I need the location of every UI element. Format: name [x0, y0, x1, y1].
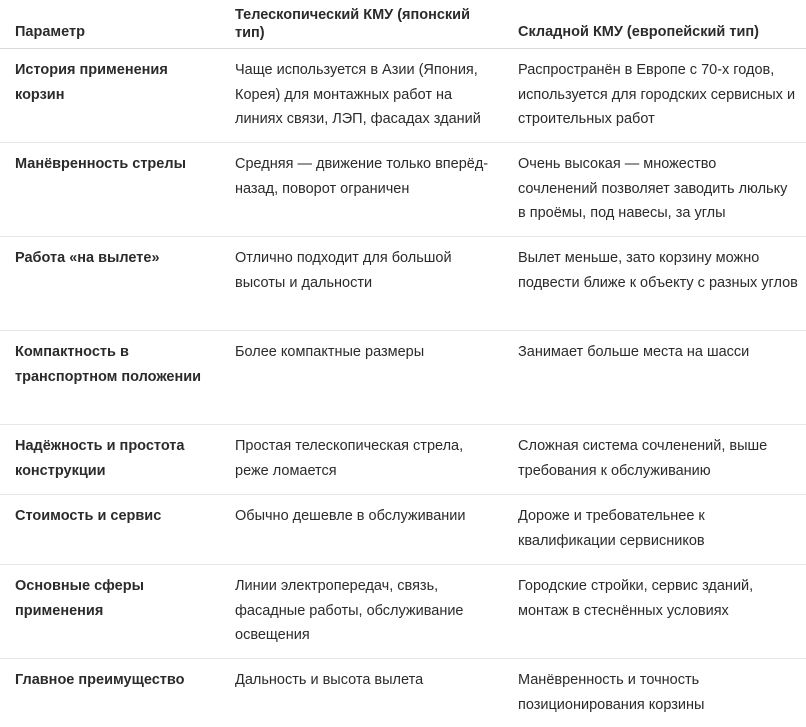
row-telescopic: Обычно дешевле в обслуживании — [235, 508, 466, 524]
row-param: Главное преимущество — [15, 672, 185, 688]
row-telescopic: Средняя — движение только вперёд-назад, поворот ограничен — [235, 156, 489, 197]
row-folding: Городские стройки, сервис зданий, монтаж в стеснённых условиях — [518, 578, 754, 619]
table-row — [0, 143, 806, 237]
row-folding: Вылет меньше, зато корзину можно подвести ближе к объекту с разных углов — [518, 250, 798, 291]
header-telescopic: Телескопический КМУ (японский тип) — [235, 7, 471, 41]
header-folding: Складной КМУ (европейский тип) — [518, 24, 759, 40]
table-row — [0, 425, 806, 495]
row-param: Надёжность и простота конструкции — [15, 438, 185, 479]
row-folding: Занимает больше места на шасси — [518, 344, 750, 360]
row-param: Работа «на вылете» — [15, 250, 160, 266]
row-param: Манёвренность стрелы — [15, 156, 186, 172]
table-row — [0, 495, 806, 565]
row-param: Основные сферы применения — [15, 578, 144, 619]
row-folding: Распространён в Европе с 70-х годов, используется для городских сервисных и строительных работ — [518, 62, 796, 127]
row-folding: Дороже и требовательнее к квалификации сервисников — [518, 508, 705, 549]
table-row — [0, 49, 806, 143]
row-folding: Сложная система сочленений, выше требования к обслуживанию — [518, 438, 768, 479]
table-row — [0, 565, 806, 659]
header-param: Параметр — [15, 24, 85, 40]
row-param: Компактность в транспортном положении — [15, 344, 202, 385]
row-param: Стоимость и сервис — [15, 508, 162, 524]
row-telescopic: Линии электропередач, связь, фасадные работы, обслуживание освещения — [235, 578, 464, 643]
table-row — [0, 659, 806, 727]
row-telescopic: Простая телескопическая стрела, реже ломается — [235, 438, 464, 479]
row-telescopic: Более компактные размеры — [235, 344, 425, 360]
row-param: История применения корзин — [15, 62, 168, 103]
table-row — [0, 237, 806, 331]
row-telescopic: Дальность и высота вылета — [235, 672, 424, 688]
table-header-row — [0, 0, 806, 49]
table-row — [0, 331, 806, 425]
row-folding: Очень высокая — множество сочленений позволяет заводить люльку в проёмы, под навесы, за углы — [518, 156, 788, 221]
row-telescopic: Отлично подходит для большой высоты и дальности — [235, 250, 452, 291]
row-folding: Манёвренность и точность позиционирования корзины — [518, 672, 705, 713]
row-telescopic: Чаще используется в Азии (Япония, Корея) для монтажных работ на линиях связи, ЛЭП, фасадах зданий — [235, 62, 481, 127]
